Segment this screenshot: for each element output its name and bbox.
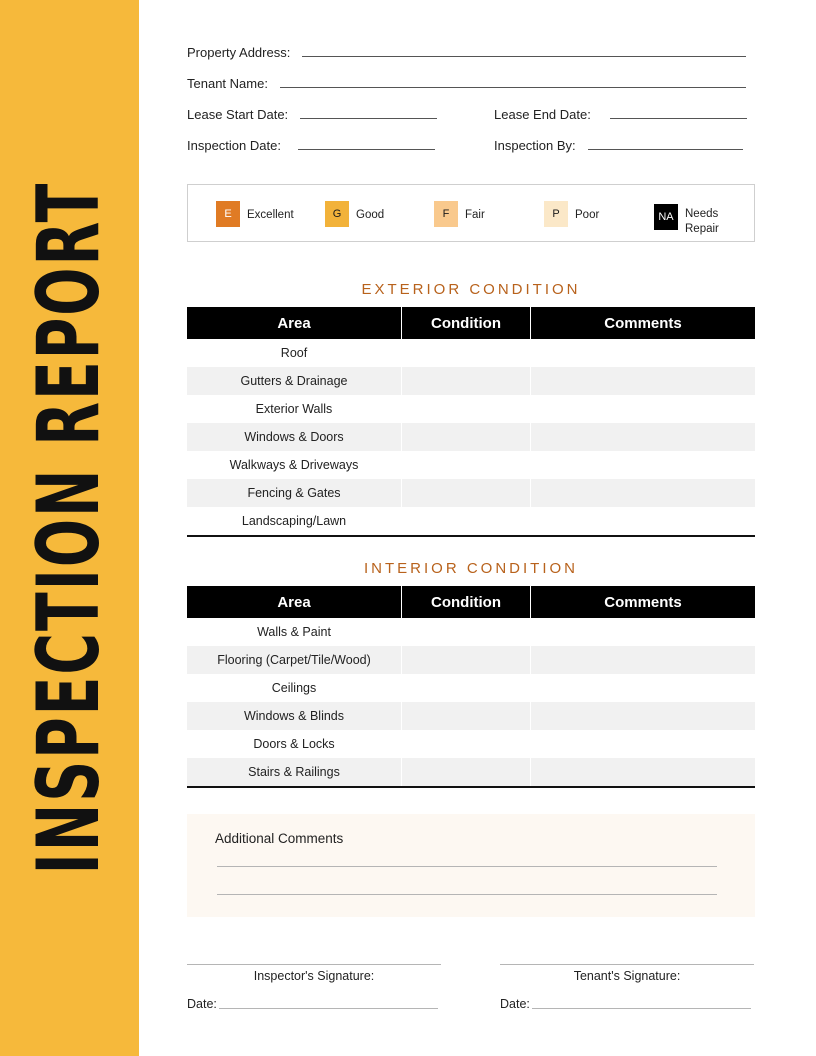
column-header-comments: Comments (604, 593, 682, 611)
lease-start-line[interactable] (300, 118, 437, 119)
comments-line[interactable] (217, 894, 717, 895)
table-row (187, 423, 755, 451)
lease-end-field[interactable] (494, 107, 747, 122)
exterior-table (187, 307, 755, 537)
interior-heading: INTERIOR CONDITION (364, 560, 578, 577)
tenant-signature-line[interactable] (500, 964, 754, 965)
lease-start-field[interactable] (187, 107, 437, 122)
legend-swatch-fair: F (434, 201, 458, 227)
legend-item (216, 201, 294, 227)
table-row (187, 646, 755, 674)
lease-start-label: Lease Start Date: (187, 107, 289, 122)
row-comments-cell[interactable] (531, 451, 755, 479)
row-area-label: Doors & Locks (187, 730, 402, 758)
additional-comments-box[interactable] (187, 814, 755, 917)
additional-comments-label: Additional Comments (215, 831, 344, 846)
row-comments-cell[interactable] (531, 758, 755, 786)
sidebar-band (0, 0, 139, 1056)
row-comments-cell[interactable] (531, 674, 755, 702)
row-comments-cell[interactable] (531, 423, 755, 451)
row-area-label: Ceilings (187, 674, 402, 702)
property-address-label: Property Address: (187, 45, 291, 60)
row-condition-cell[interactable] (402, 395, 531, 423)
table-row (187, 758, 755, 786)
row-condition-cell[interactable] (402, 451, 531, 479)
lease-end-line[interactable] (610, 118, 747, 119)
interior-table (187, 586, 755, 788)
row-comments-cell[interactable] (531, 646, 755, 674)
row-condition-cell[interactable] (402, 507, 531, 535)
table-row (187, 702, 755, 730)
row-condition-cell[interactable] (402, 479, 531, 507)
inspection-date-field[interactable] (187, 138, 435, 153)
row-condition-cell[interactable] (402, 339, 531, 367)
property-address-field[interactable] (187, 45, 746, 60)
row-comments-cell[interactable] (531, 618, 755, 646)
legend-item (325, 201, 384, 227)
table-row (187, 367, 755, 395)
table-header (187, 586, 755, 618)
table-body (187, 339, 755, 535)
row-area-label: Exterior Walls (187, 395, 402, 423)
inspection-date-label: Inspection Date: (187, 138, 281, 153)
inspector-signature-label: Inspector's Signature: (253, 969, 375, 983)
row-area-label: Flooring (Carpet/Tile/Wood) (187, 646, 402, 674)
row-comments-cell[interactable] (531, 367, 755, 395)
legend-item (544, 201, 599, 227)
tenant-name-label: Tenant Name: (187, 76, 268, 91)
row-comments-cell[interactable] (531, 702, 755, 730)
row-area-label: Fencing & Gates (187, 479, 402, 507)
row-area-label: Roof (187, 339, 402, 367)
row-area-label: Landscaping/Lawn (187, 507, 402, 535)
legend-label: Fair (465, 209, 485, 221)
row-condition-cell[interactable] (402, 758, 531, 786)
table-row (187, 479, 755, 507)
table-row (187, 395, 755, 423)
row-condition-cell[interactable] (402, 646, 531, 674)
row-area-label: Windows & Doors (187, 423, 402, 451)
table-body (187, 618, 755, 786)
row-area-label: Gutters & Drainage (187, 367, 402, 395)
legend-swatch-good: G (325, 201, 349, 227)
legend-swatch-excellent: E (216, 201, 240, 227)
rating-legend (187, 184, 755, 242)
tenant-date-line[interactable] (532, 1008, 751, 1009)
row-comments-cell[interactable] (531, 395, 755, 423)
row-comments-cell[interactable] (531, 479, 755, 507)
row-comments-cell[interactable] (531, 507, 755, 535)
legend-label: Excellent (247, 209, 294, 221)
tenant-name-line[interactable] (280, 87, 746, 88)
row-area-label: Walkways & Driveways (187, 451, 402, 479)
legend-label: Needs Repair (685, 208, 719, 235)
tenant-date-label: Date: (500, 997, 530, 1011)
inspector-date-label: Date: (187, 997, 217, 1011)
column-header-comments: Comments (604, 314, 682, 332)
column-header-condition: Condition (402, 586, 531, 618)
row-condition-cell[interactable] (402, 423, 531, 451)
legend-swatch-needs-repair: NA (654, 204, 678, 230)
inspection-by-field[interactable] (494, 138, 743, 153)
row-comments-cell[interactable] (531, 730, 755, 758)
table-row (187, 730, 755, 758)
legend-item (654, 204, 729, 237)
exterior-heading: EXTERIOR CONDITION (361, 281, 581, 298)
inspection-date-line[interactable] (298, 149, 435, 150)
lease-end-label: Lease End Date: (494, 107, 591, 122)
row-area-label: Walls & Paint (187, 618, 402, 646)
report-title: INSPECTION REPORT (19, 181, 119, 875)
tenant-name-field[interactable] (187, 76, 746, 91)
table-row (187, 618, 755, 646)
row-condition-cell[interactable] (402, 618, 531, 646)
table-bottom-rule (187, 786, 755, 788)
comments-line[interactable] (217, 866, 717, 867)
row-condition-cell[interactable] (402, 730, 531, 758)
table-row (187, 674, 755, 702)
tenant-signature-label: Tenant's Signature: (573, 969, 681, 983)
inspector-date-field[interactable] (187, 997, 438, 1011)
row-comments-cell[interactable] (531, 339, 755, 367)
inspector-date-line[interactable] (219, 1008, 438, 1009)
property-address-line[interactable] (302, 56, 746, 57)
table-row (187, 451, 755, 479)
table-bottom-rule (187, 535, 755, 537)
table-row (187, 339, 755, 367)
legend-label: Poor (575, 209, 600, 221)
row-condition-cell[interactable] (402, 367, 531, 395)
column-header-condition: Condition (402, 307, 531, 339)
row-condition-cell[interactable] (402, 674, 531, 702)
row-condition-cell[interactable] (402, 702, 531, 730)
inspection-by-line[interactable] (588, 149, 743, 150)
column-header-area: Area (187, 586, 402, 618)
inspection-by-label: Inspection By: (494, 138, 576, 153)
tenant-date-field[interactable] (500, 997, 751, 1011)
column-header-area: Area (187, 307, 402, 339)
row-area-label: Stairs & Railings (187, 758, 402, 786)
table-header (187, 307, 755, 339)
legend-swatch-poor: P (544, 201, 568, 227)
row-area-label: Windows & Blinds (187, 702, 402, 730)
inspector-signature-line[interactable] (187, 964, 441, 965)
table-row (187, 507, 755, 535)
legend-item (434, 201, 485, 227)
legend-label: Good (356, 209, 385, 221)
